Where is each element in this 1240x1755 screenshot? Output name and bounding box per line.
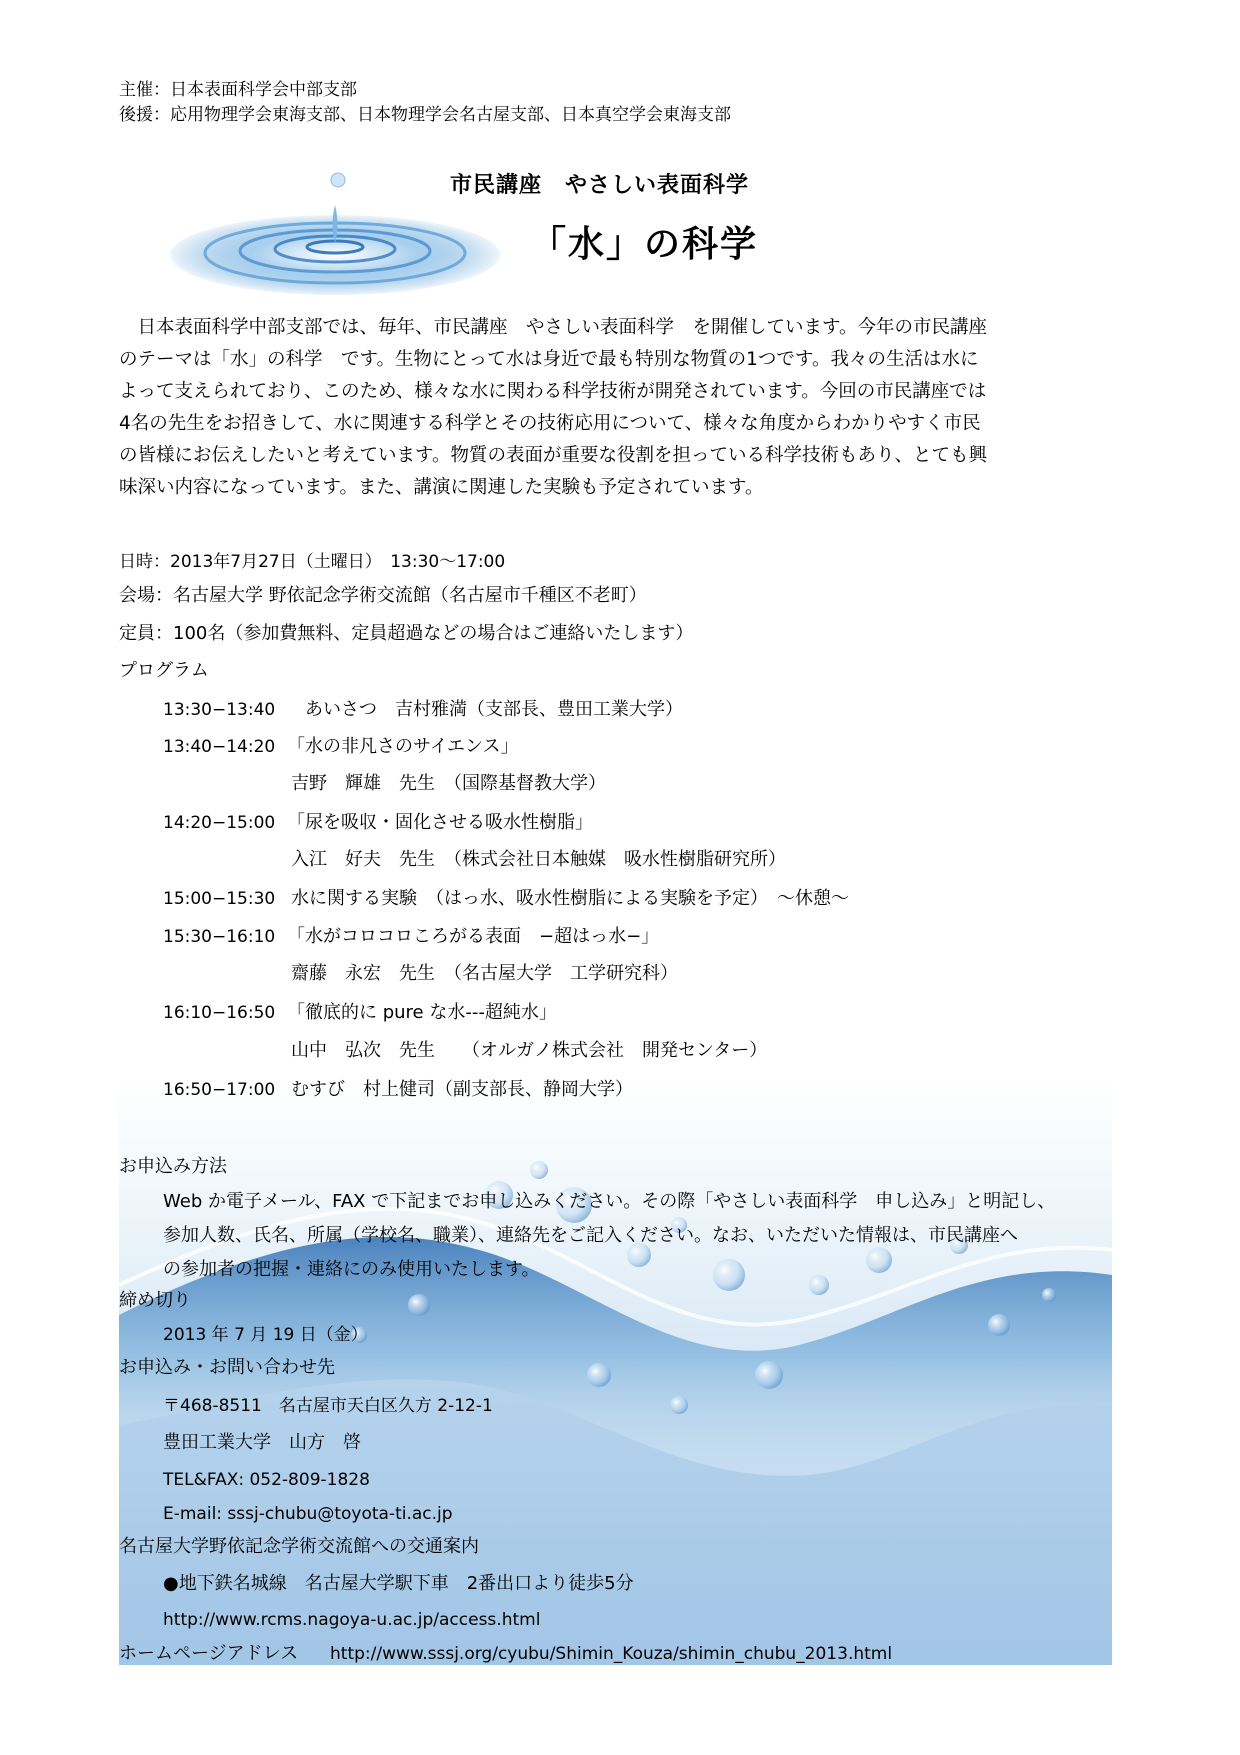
intro-line: 4名の先生をお招きして、水に関連する科学とその技術応用について、様々な角度からわかりやすく市民 bbox=[119, 413, 981, 434]
program-speaker: 入江 好夫 先生 （株式会社日本触媒 吸水性樹脂研究所） bbox=[291, 849, 786, 870]
deadline-heading: 締め切り bbox=[119, 1290, 191, 1311]
program-item: 「水がコロコロころがる表面 −超はっ水−」 bbox=[287, 926, 660, 947]
contact-email[interactable]: E-mail: sssj-chubu@toyota-ti.ac.jp bbox=[163, 1504, 453, 1524]
program-speaker: 山中 弘次 先生 （オルガノ株式会社 開発センター） bbox=[291, 1040, 768, 1061]
program-item: 水に関する実験 （はっ水、吸水性樹脂による実験を予定） 〜休憩〜 bbox=[291, 888, 849, 909]
homepage-url-link[interactable]: http://www.sssj.org/cyubu/Shimin_Kouza/shimin_chubu_2013.html bbox=[330, 1644, 893, 1664]
program-time: 13:40−14:20 bbox=[163, 737, 276, 757]
access-heading: 名古屋大学野依記念学術交流館への交通案内 bbox=[119, 1536, 479, 1557]
application-line: の参加者の把握・連絡にのみ使用いたします。 bbox=[163, 1259, 540, 1280]
intro-line: よって支えられており、このため、様々な水に関わる科学技術が開発されています。今回の市民講座では bbox=[119, 381, 987, 402]
program-heading: プログラム bbox=[119, 660, 209, 681]
organizer-line: 主催：日本表面科学会中部支部 bbox=[119, 80, 357, 100]
program-time: 16:50−17:00 bbox=[163, 1080, 276, 1100]
contact-telfax: TEL&FAX: 052-809-1828 bbox=[163, 1470, 370, 1490]
contact-heading: お申込み・お問い合わせ先 bbox=[119, 1357, 335, 1378]
program-item: あいさつ 吉村雅満（支部長、豊田工業大学） bbox=[287, 699, 683, 720]
intro-line: 味深い内容になっています。また、講演に関連した実験も予定されています。 bbox=[119, 477, 764, 498]
program-speaker: 齋藤 永宏 先生 （名古屋大学 工学研究科） bbox=[291, 963, 678, 984]
program-item: 「水の非凡さのサイエンス」 bbox=[287, 736, 519, 757]
event-subtitle: 市民講座 やさしい表面科学 bbox=[450, 173, 750, 198]
intro-line: の皆様にお伝えしたいと考えています。物質の表面が重要な役割を担っている科学技術もあり、とても興 bbox=[119, 445, 988, 466]
program-item: むすび 村上健司（副支部長、静岡大学） bbox=[291, 1079, 633, 1100]
event-capacity: 定員：100名（参加費無料、定員超過などの場合はご連絡いたします） bbox=[119, 623, 694, 644]
event-datetime: 日時：2013年7月27日（土曜日） 13:30〜17:00 bbox=[119, 552, 506, 572]
contact-address: 〒468-8511 名古屋市天白区久方 2-12-1 bbox=[163, 1396, 493, 1416]
program-item: 「尿を吸収・固化させる吸水性樹脂」 bbox=[287, 812, 593, 833]
intro-line: のテーマは「水」の科学 です。生物にとって水は身近で最も特別な物質の1つです。我々の生活は水に bbox=[119, 349, 979, 370]
access-url-link[interactable]: http://www.rcms.nagoya-u.ac.jp/access.html bbox=[163, 1610, 541, 1630]
application-line: 参加人数、氏名、所属（学校名、職業）、連絡先をご記入ください。なお、いただいた情報は、市民講座へ bbox=[163, 1225, 1018, 1246]
program-time: 14:20−15:00 bbox=[163, 813, 276, 833]
supporters-line: 後援：応用物理学会東海支部、日本物理学会名古屋支部、日本真空学会東海支部 bbox=[119, 105, 731, 125]
program-time: 15:30−16:10 bbox=[163, 927, 276, 947]
program-item: 「徹底的に pure な水---超純水」 bbox=[287, 1002, 557, 1023]
homepage-label: ホームページアドレス bbox=[119, 1643, 299, 1664]
intro-line: 日本表面科学中部支部では、毎年、市民講座 やさしい表面科学 を開催しています。今年の市民講座 bbox=[119, 317, 988, 338]
deadline-date: 2013 年 7 月 19 日（金） bbox=[163, 1325, 368, 1345]
program-time: 15:00−15:30 bbox=[163, 889, 276, 909]
access-route: ●地下鉄名城線 名古屋大学駅下車 2番出口より徒歩5分 bbox=[163, 1573, 634, 1594]
program-time: 16:10−16:50 bbox=[163, 1003, 276, 1023]
application-line: Web か電子メール、FAX で下記までお申し込みください。その際「やさしい表面科学 申し込み」と明記し、 bbox=[163, 1191, 1056, 1212]
contact-person: 豊田工業大学 山方 啓 bbox=[163, 1432, 361, 1453]
program-time: 13:30−13:40 bbox=[163, 700, 276, 720]
event-venue: 会場：名古屋大学 野依記念学術交流館（名古屋市千種区不老町） bbox=[119, 585, 647, 606]
water-ripple-icon bbox=[160, 165, 500, 300]
intro-paragraph bbox=[119, 312, 1111, 504]
event-title: 「水」の科学 bbox=[530, 224, 759, 265]
program-speaker: 吉野 輝雄 先生 （国際基督教大学） bbox=[291, 773, 606, 794]
application-heading: お申込み方法 bbox=[119, 1156, 227, 1177]
